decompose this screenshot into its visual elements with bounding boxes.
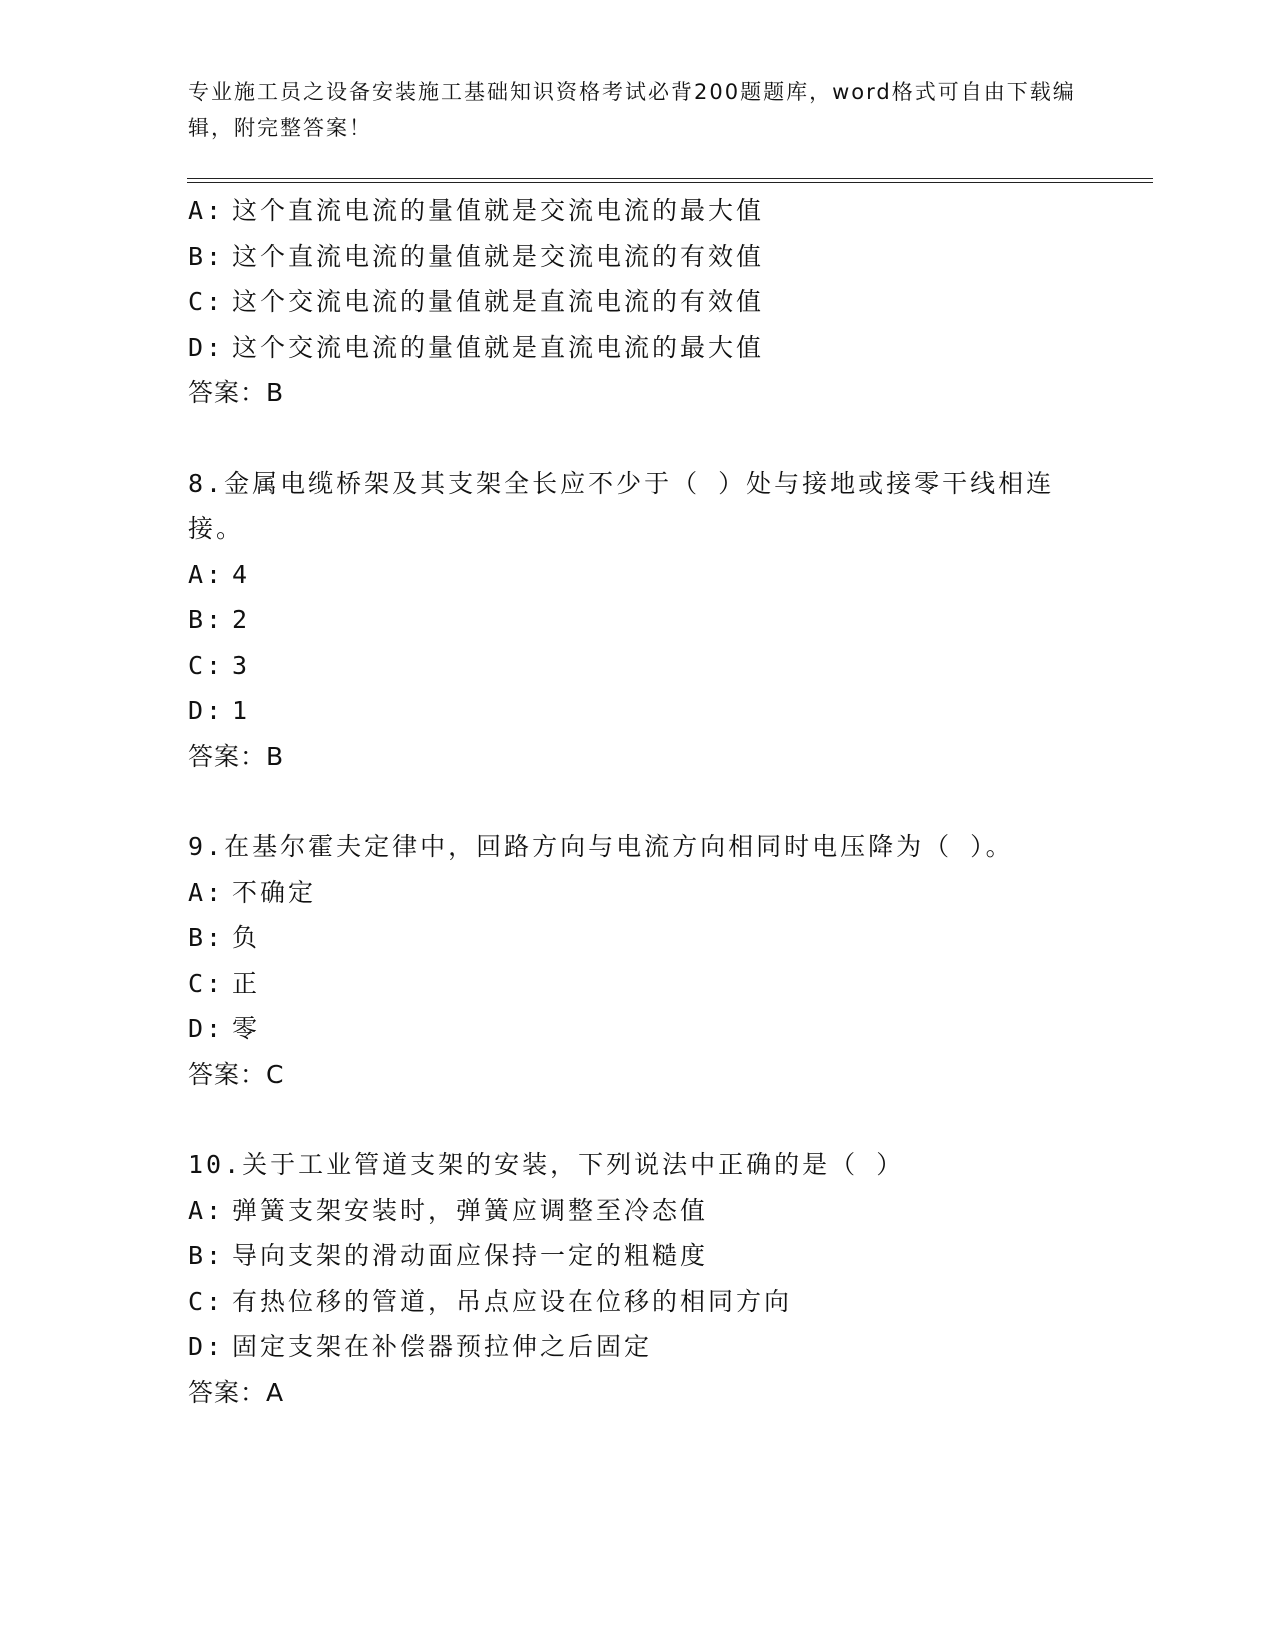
option-text: 弹簧支架安装时，弹簧应调整至冷态值 (232, 1195, 709, 1225)
answer-line: 答案：A (188, 1377, 285, 1407)
question-list (188, 188, 1088, 1415)
option-letter: C: (188, 650, 225, 680)
option-text: 2 (232, 605, 251, 634)
option-a (188, 870, 1088, 916)
option-b (188, 234, 1088, 280)
option-d (188, 1324, 1088, 1370)
option-letter: D: (188, 1332, 225, 1361)
option-d (188, 325, 1088, 371)
option-letter: B: (188, 1241, 225, 1270)
document-header: 专业施工员之设备安装施工基础知识资格考试必背200题题库，word格式可自由下载编辑，附完整答案！ (188, 80, 1076, 140)
option-text: 3 (232, 650, 251, 680)
option-b (188, 1233, 1088, 1279)
question-stem: 10.关于工业管道支架的安装，下列说法中正确的是（ ） (188, 1150, 905, 1179)
question-stem: 9.在基尔霍夫定律中，回路方向与电流方向相同时电压降为（ ）。 (188, 832, 1014, 861)
option-text: 4 (232, 559, 251, 589)
option-d (188, 688, 1088, 734)
option-text: 有热位移的管道，吊点应设在位移的相同方向 (232, 1286, 793, 1316)
answer-line: 答案：C (188, 1059, 285, 1089)
option-letter: D: (188, 332, 225, 362)
option-text: 不确定 (232, 877, 317, 907)
option-text: 固定支架在补偿器预拉伸之后固定 (232, 1332, 653, 1361)
option-letter: B: (188, 605, 225, 634)
option-letter: C: (188, 1286, 225, 1316)
option-letter: B: (188, 241, 225, 271)
option-letter: B: (188, 923, 225, 952)
option-text: 负 (232, 923, 261, 952)
option-letter: A: (188, 1195, 225, 1225)
option-text: 这个直流电流的量值就是交流电流的有效值 (232, 241, 765, 271)
option-text: 导向支架的滑动面应保持一定的粗糙度 (232, 1241, 709, 1270)
question-block-10 (188, 1142, 1088, 1415)
option-text: 这个直流电流的量值就是交流电流的最大值 (232, 196, 765, 225)
option-c (188, 643, 1088, 689)
option-text: 这个交流电流的量值就是直流电流的有效值 (232, 287, 765, 316)
option-text: 1 (232, 696, 251, 725)
answer-line: 答案：B (188, 741, 285, 771)
option-letter: A: (188, 559, 225, 589)
option-d (188, 1006, 1088, 1052)
option-letter: A: (188, 877, 225, 907)
option-letter: D: (188, 1014, 225, 1043)
option-text: 零 (232, 1014, 261, 1043)
header-divider-top (187, 178, 1153, 179)
option-letter: C: (188, 287, 225, 316)
question-block-8 (188, 461, 1088, 780)
question-stem: 8.金属电缆桥架及其支架全长应不少于（ ）处与接地或接零干线相连接。 (188, 468, 1055, 543)
header-divider-bottom (187, 182, 1153, 183)
option-letter: C: (188, 968, 225, 998)
option-letter: A: (188, 196, 225, 225)
question-block-continued (188, 188, 1088, 416)
option-c (188, 279, 1088, 325)
option-letter: D: (188, 696, 225, 725)
option-b (188, 597, 1088, 643)
answer-line: 答案：B (188, 378, 285, 407)
option-text: 这个交流电流的量值就是直流电流的最大值 (232, 332, 765, 362)
option-a (188, 188, 1088, 234)
option-c (188, 1279, 1088, 1325)
option-c (188, 961, 1088, 1007)
option-a (188, 1188, 1088, 1234)
option-b (188, 915, 1088, 961)
option-text: 正 (232, 968, 261, 998)
option-a (188, 552, 1088, 598)
question-block-9 (188, 824, 1088, 1097)
